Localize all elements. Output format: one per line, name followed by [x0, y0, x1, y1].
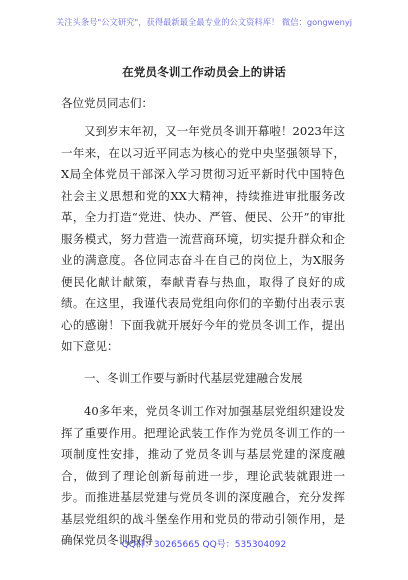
section-heading-1: 一、冬训工作要与新时代基层党建融合发展	[84, 371, 303, 385]
body-paragraph-2: 40多年来，党员冬训工作对加强基层党组织建设发挥了重要作用。把理论武装工作作为党员冬训工作的一项制度性安排，推动了党员冬训与基层党建的深度融合，做到了理论创新每前进一步，理论武装就跟进一步。而推进基层党建与党员冬训的深度融合，充分发挥基层党组织的战斗堡垒作用和党员的带动引领作用，是确保党员冬训取得	[61, 404, 345, 547]
footer-contact: QQ群：30265665 QQ号：535304092	[121, 540, 287, 550]
salutation: 各位党员同志们：	[61, 96, 153, 110]
body-paragraph-1: 又到岁末年初，又一年党员冬训开幕啦！2023年这一年来，在以习近平同志为核心的党中央坚强领导下，X局全体党员干部深入学习贯彻习近平新时代中国特色社会主义思想和党的XX大精神，持续推进审批服务改革，全力打造“党进、快办、严管、便民、公开”的审批服务模式，努力营造一流营商环境，切实提升群众和企业的满意度。各位同志奋斗在自己的岗位上，为X服务便民化献计献策，奉献青春与热血，取得了良好的成绩。在这里，我谨代表局党组向你们的辛勤付出表示衷心的感谢！下面我就开展好今年的党员冬训工作，提出如下意见：	[61, 124, 345, 353]
document-title: 在党员冬训工作动员会上的讲话	[122, 65, 286, 79]
header-notice: 关注头条号"公文研究"，获得最新最全最专业的公文资料库！ 微信：gongwenyj	[55, 17, 353, 27]
